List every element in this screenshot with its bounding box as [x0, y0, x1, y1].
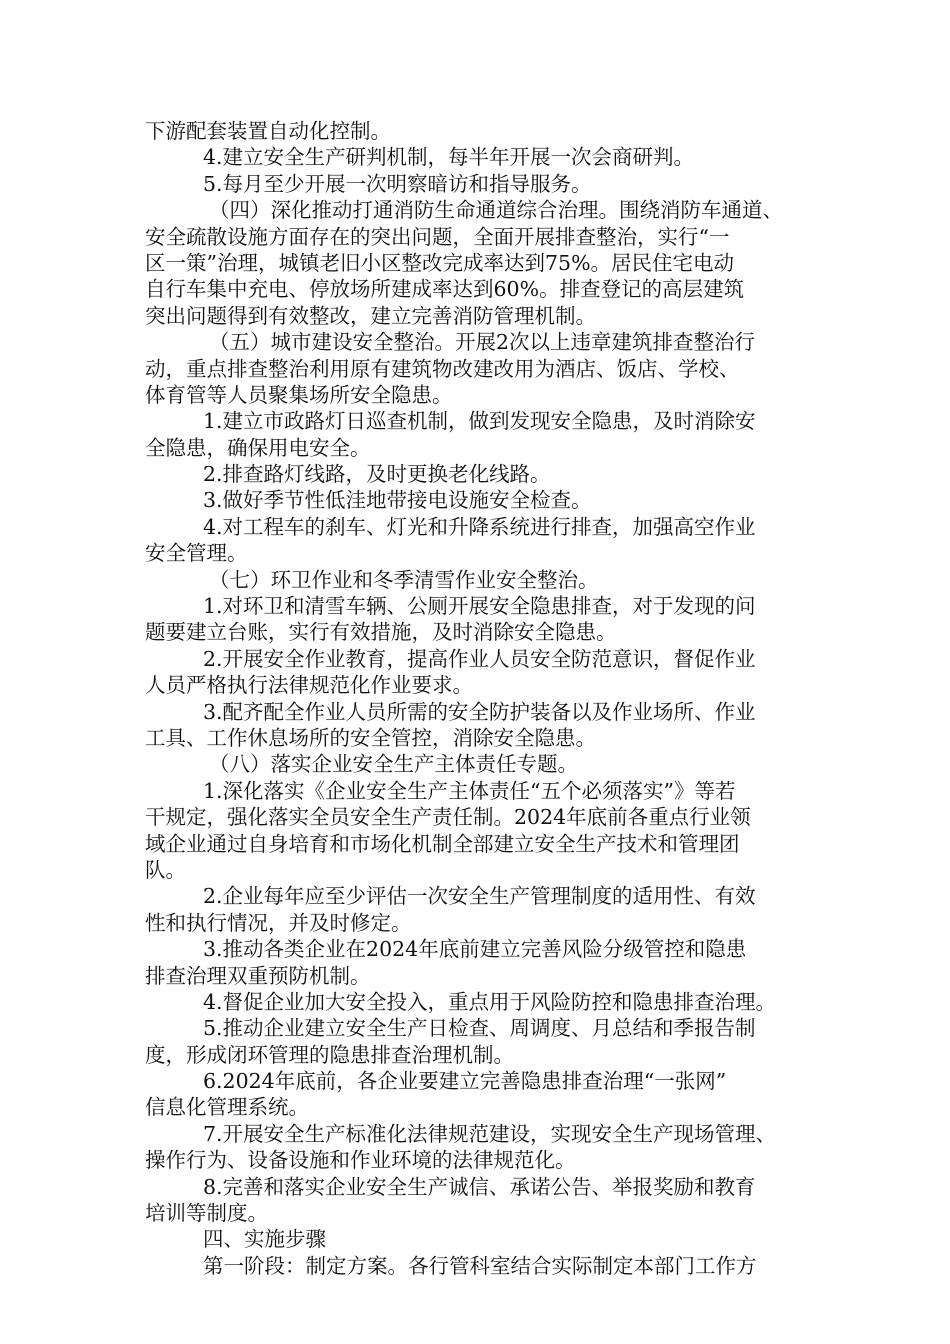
text-line: 8.完善和落实企业安全生产诚信、承诺公告、举报奖励和教育 — [203, 1174, 756, 1199]
text-line: 干规定，强化落实全员安全生产责任制。2024年底前各重点行业领 — [145, 805, 751, 830]
text-line: 题要建立台账，实行有效措施，及时消除安全隐患。 — [145, 620, 617, 645]
text-line: （五）城市建设安全整治。开展2次以上违章建筑排查整治行 — [209, 330, 756, 355]
text-line: 工具、工作休息场所的安全管控，消除安全隐患。 — [145, 725, 596, 750]
text-line: 1.对环卫和清雪车辆、公厕开展安全隐患排查，对于发现的问 — [203, 594, 756, 619]
text-line: （四）深化推动打通消防生命通道综合治理。围绕消防车通道、 — [209, 198, 783, 223]
text-line: 5.推动企业建立安全生产日检查、周调度、月总结和季报告制 — [203, 1016, 756, 1041]
text-line: （七）环卫作业和冬季清雪作业安全整治。 — [209, 567, 599, 592]
text-line: 全隐患，确保用电安全。 — [145, 435, 371, 460]
text-line: 队。 — [145, 857, 186, 882]
text-line: 度，形成闭环管理的隐患排查治理机制。 — [145, 1042, 514, 1067]
text-line: 1.建立市政路灯日巡查机制，做到发现安全隐患，及时消除安 — [203, 409, 756, 434]
text-line: 动，重点排查整治利用原有建筑物改建改用为酒店、饭店、学校、 — [145, 356, 740, 381]
text-line: 3.做好季节性低洼地带接电设施安全检查。 — [203, 488, 592, 513]
text-line: 四、实施步骤 — [203, 1227, 326, 1252]
text-line: 体育管等人员聚集场所安全隐患。 — [145, 382, 453, 407]
text-line: 2.企业每年应至少评估一次安全生产管理制度的适用性、有效 — [203, 884, 756, 909]
text-line: 排查治理双重预防机制。 — [145, 963, 371, 988]
text-line: 下游配套装置自动化控制。 — [145, 119, 391, 143]
text-line: 5.每月至少开展一次明察暗访和指导服务。 — [203, 171, 592, 196]
text-line: 2.排查路灯线路，及时更换老化线路。 — [203, 462, 551, 487]
text-line: 2.开展安全作业教育，提高作业人员安全防范意识，督促作业 — [203, 646, 756, 671]
text-line: 7.开展安全生产标准化法律规范建设，实现安全生产现场管理、 — [203, 1121, 777, 1146]
text-line: 操作行为、设备设施和作业环境的法律规范化。 — [145, 1148, 576, 1173]
text-line: 6.2024年底前，各企业要建立完善隐患排查治理“一张网” — [203, 1069, 727, 1094]
text-line: 培训等制度。 — [145, 1201, 268, 1226]
text-line: 4.督促企业加大安全投入，重点用于风险防控和隐患排查治理。 — [203, 989, 777, 1014]
text-line: （八）落实企业安全生产主体责任专题。 — [209, 752, 578, 777]
text-line: 1.深化落实《企业安全生产主体责任“五个必须落实”》等若 — [203, 778, 736, 803]
text-line: 域企业通过自身培育和市场化机制全部建立安全生产技术和管理团 — [145, 831, 740, 856]
text-line: 安全管理。 — [145, 541, 248, 566]
text-line: 突出问题得到有效整改，建立完善消防管理机制。 — [145, 303, 596, 328]
text-line: 性和执行情况，并及时修定。 — [145, 910, 412, 935]
text-line: 4.对工程车的刹车、灯光和升降系统进行排查，加强高空作业 — [203, 514, 756, 539]
text-line: 人员严格执行法律规范化作业要求。 — [145, 673, 473, 698]
document-page — [145, 118, 825, 1279]
text-line: 自行车集中充电、停放场所建成率达到60%。排查登记的高层建筑 — [145, 277, 745, 302]
text-line: 3.推动各类企业在2024年底前建立完善风险分级管控和隐患 — [203, 937, 747, 962]
text-line: 3.配齐配全作业人员所需的安全防护装备以及作业场所、作业 — [203, 699, 756, 724]
text-line: 安全疏散设施方面存在的突出问题，全面开展排查整治，实行“一 — [145, 224, 730, 249]
text-line: 区一策”治理，城镇老旧小区整改完成率达到75%。居民住宅电动 — [145, 250, 735, 275]
text-line: 信息化管理系统。 — [145, 1095, 309, 1120]
text-line: 4.建立安全生产研判机制，每半年开展一次会商研判。 — [203, 145, 695, 170]
text-line: 第一阶段：制定方案。各行管科室结合实际制定本部门工作方 — [203, 1253, 757, 1278]
